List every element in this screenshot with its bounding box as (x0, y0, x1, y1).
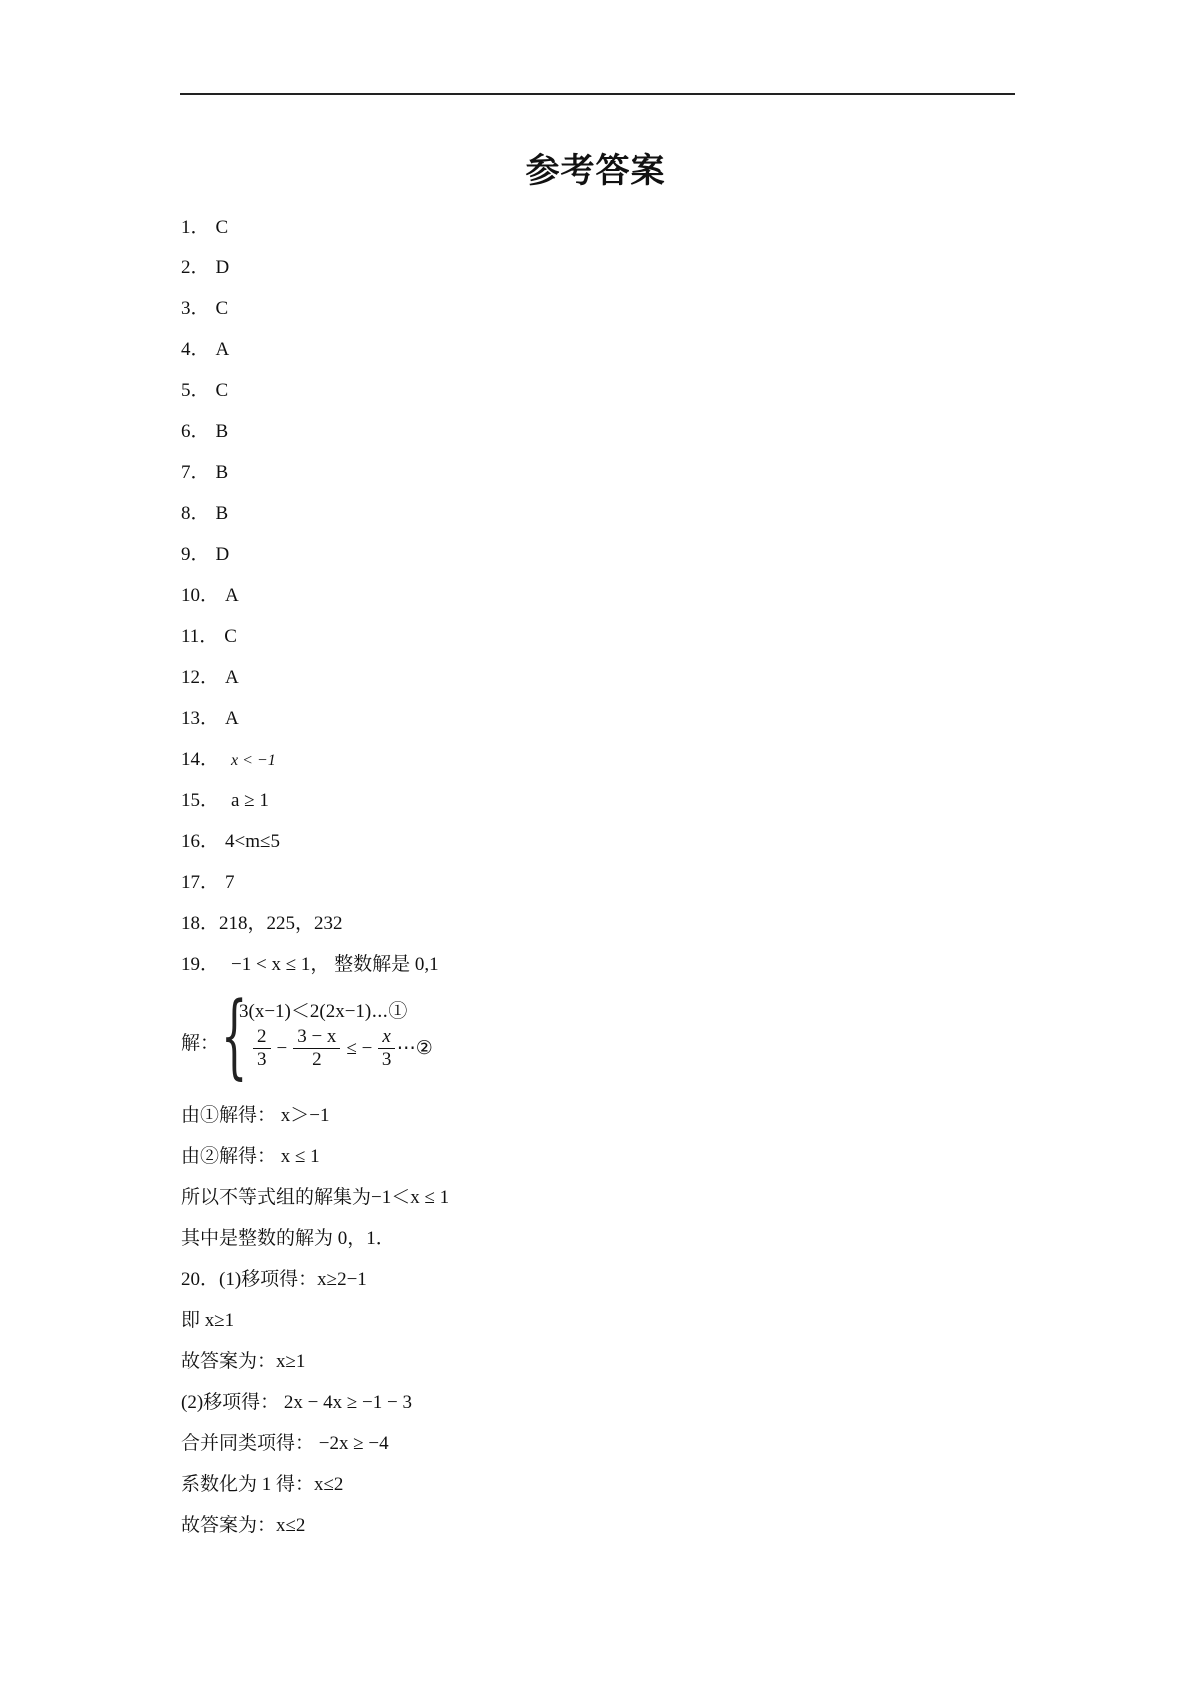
answer-item: 14． x < −1 (181, 749, 276, 770)
answer-item: 18．218，225，232 (181, 913, 343, 934)
solution-label: 解： (181, 1033, 220, 1054)
answer-item: 9． D (181, 544, 230, 565)
answer-item: 2． D (181, 257, 230, 278)
answer-item: 13． A (181, 708, 239, 729)
solution-step: 合并同类项得： −2x ≥ −4 (181, 1433, 389, 1454)
answer-item: 10． A (181, 585, 239, 606)
answer-item: 7． B (181, 462, 229, 483)
answer-item: 4． A (181, 339, 230, 360)
brace-symbol: { (221, 982, 248, 1089)
header-rule (180, 93, 1015, 95)
answer-item: 15． a ≥ 1 (181, 790, 269, 811)
solution-step: 即 x≥1 (181, 1310, 235, 1331)
page-title: 参考答案 (525, 151, 666, 191)
solution-step: 由①解得： x＞−1 (181, 1105, 330, 1126)
answer-item: 3． C (181, 298, 229, 319)
solution-step: 故答案为：x≤2 (181, 1515, 306, 1536)
solution-step: 由②解得： x ≤ 1 (181, 1146, 320, 1167)
answer-item: 8． B (181, 503, 229, 524)
solution-step: 故答案为：x≥1 (181, 1351, 306, 1372)
fraction: $\frac{3 - x}{2}$ (293, 1026, 340, 1071)
answer-item: 6． B (181, 421, 229, 442)
solution-step: 所以不等式组的解集为−1＜x ≤ 1 (181, 1187, 450, 1208)
answer-item: 17． 7 (181, 872, 235, 893)
inequality-2: $\frac{2}{3}$ − $\frac{3 - x}{2}$ ≤ − $\frac{x}{3}$ ⋯② (251, 1026, 433, 1071)
inequality-1: 3(x−1)＜2(2x−1)⋯① (239, 1001, 408, 1022)
fraction: $\frac{x}{3}$ (378, 1026, 394, 1071)
answer-item: 16． 4<m≤5 (181, 831, 280, 852)
solution-step: 其中是整数的解为 0，1． (181, 1228, 395, 1249)
answer-item: 1． C (181, 217, 229, 238)
solution-step: (2)移项得： 2x − 4x ≥ −1 − 3 (181, 1392, 412, 1413)
answer-item: 5． C (181, 380, 229, 401)
fraction: $\frac{2}{3}$ (253, 1026, 271, 1071)
answer-item: 11． C (181, 626, 237, 647)
answer-item: 19． −1 < x ≤ 1， 整数解是 0,1 (181, 954, 439, 975)
answer-item: 12． A (181, 667, 239, 688)
solution-step: 系数化为 1 得：x≤2 (181, 1474, 344, 1495)
solution-step: 20．(1)移项得：x≥2−1 (181, 1269, 367, 1290)
